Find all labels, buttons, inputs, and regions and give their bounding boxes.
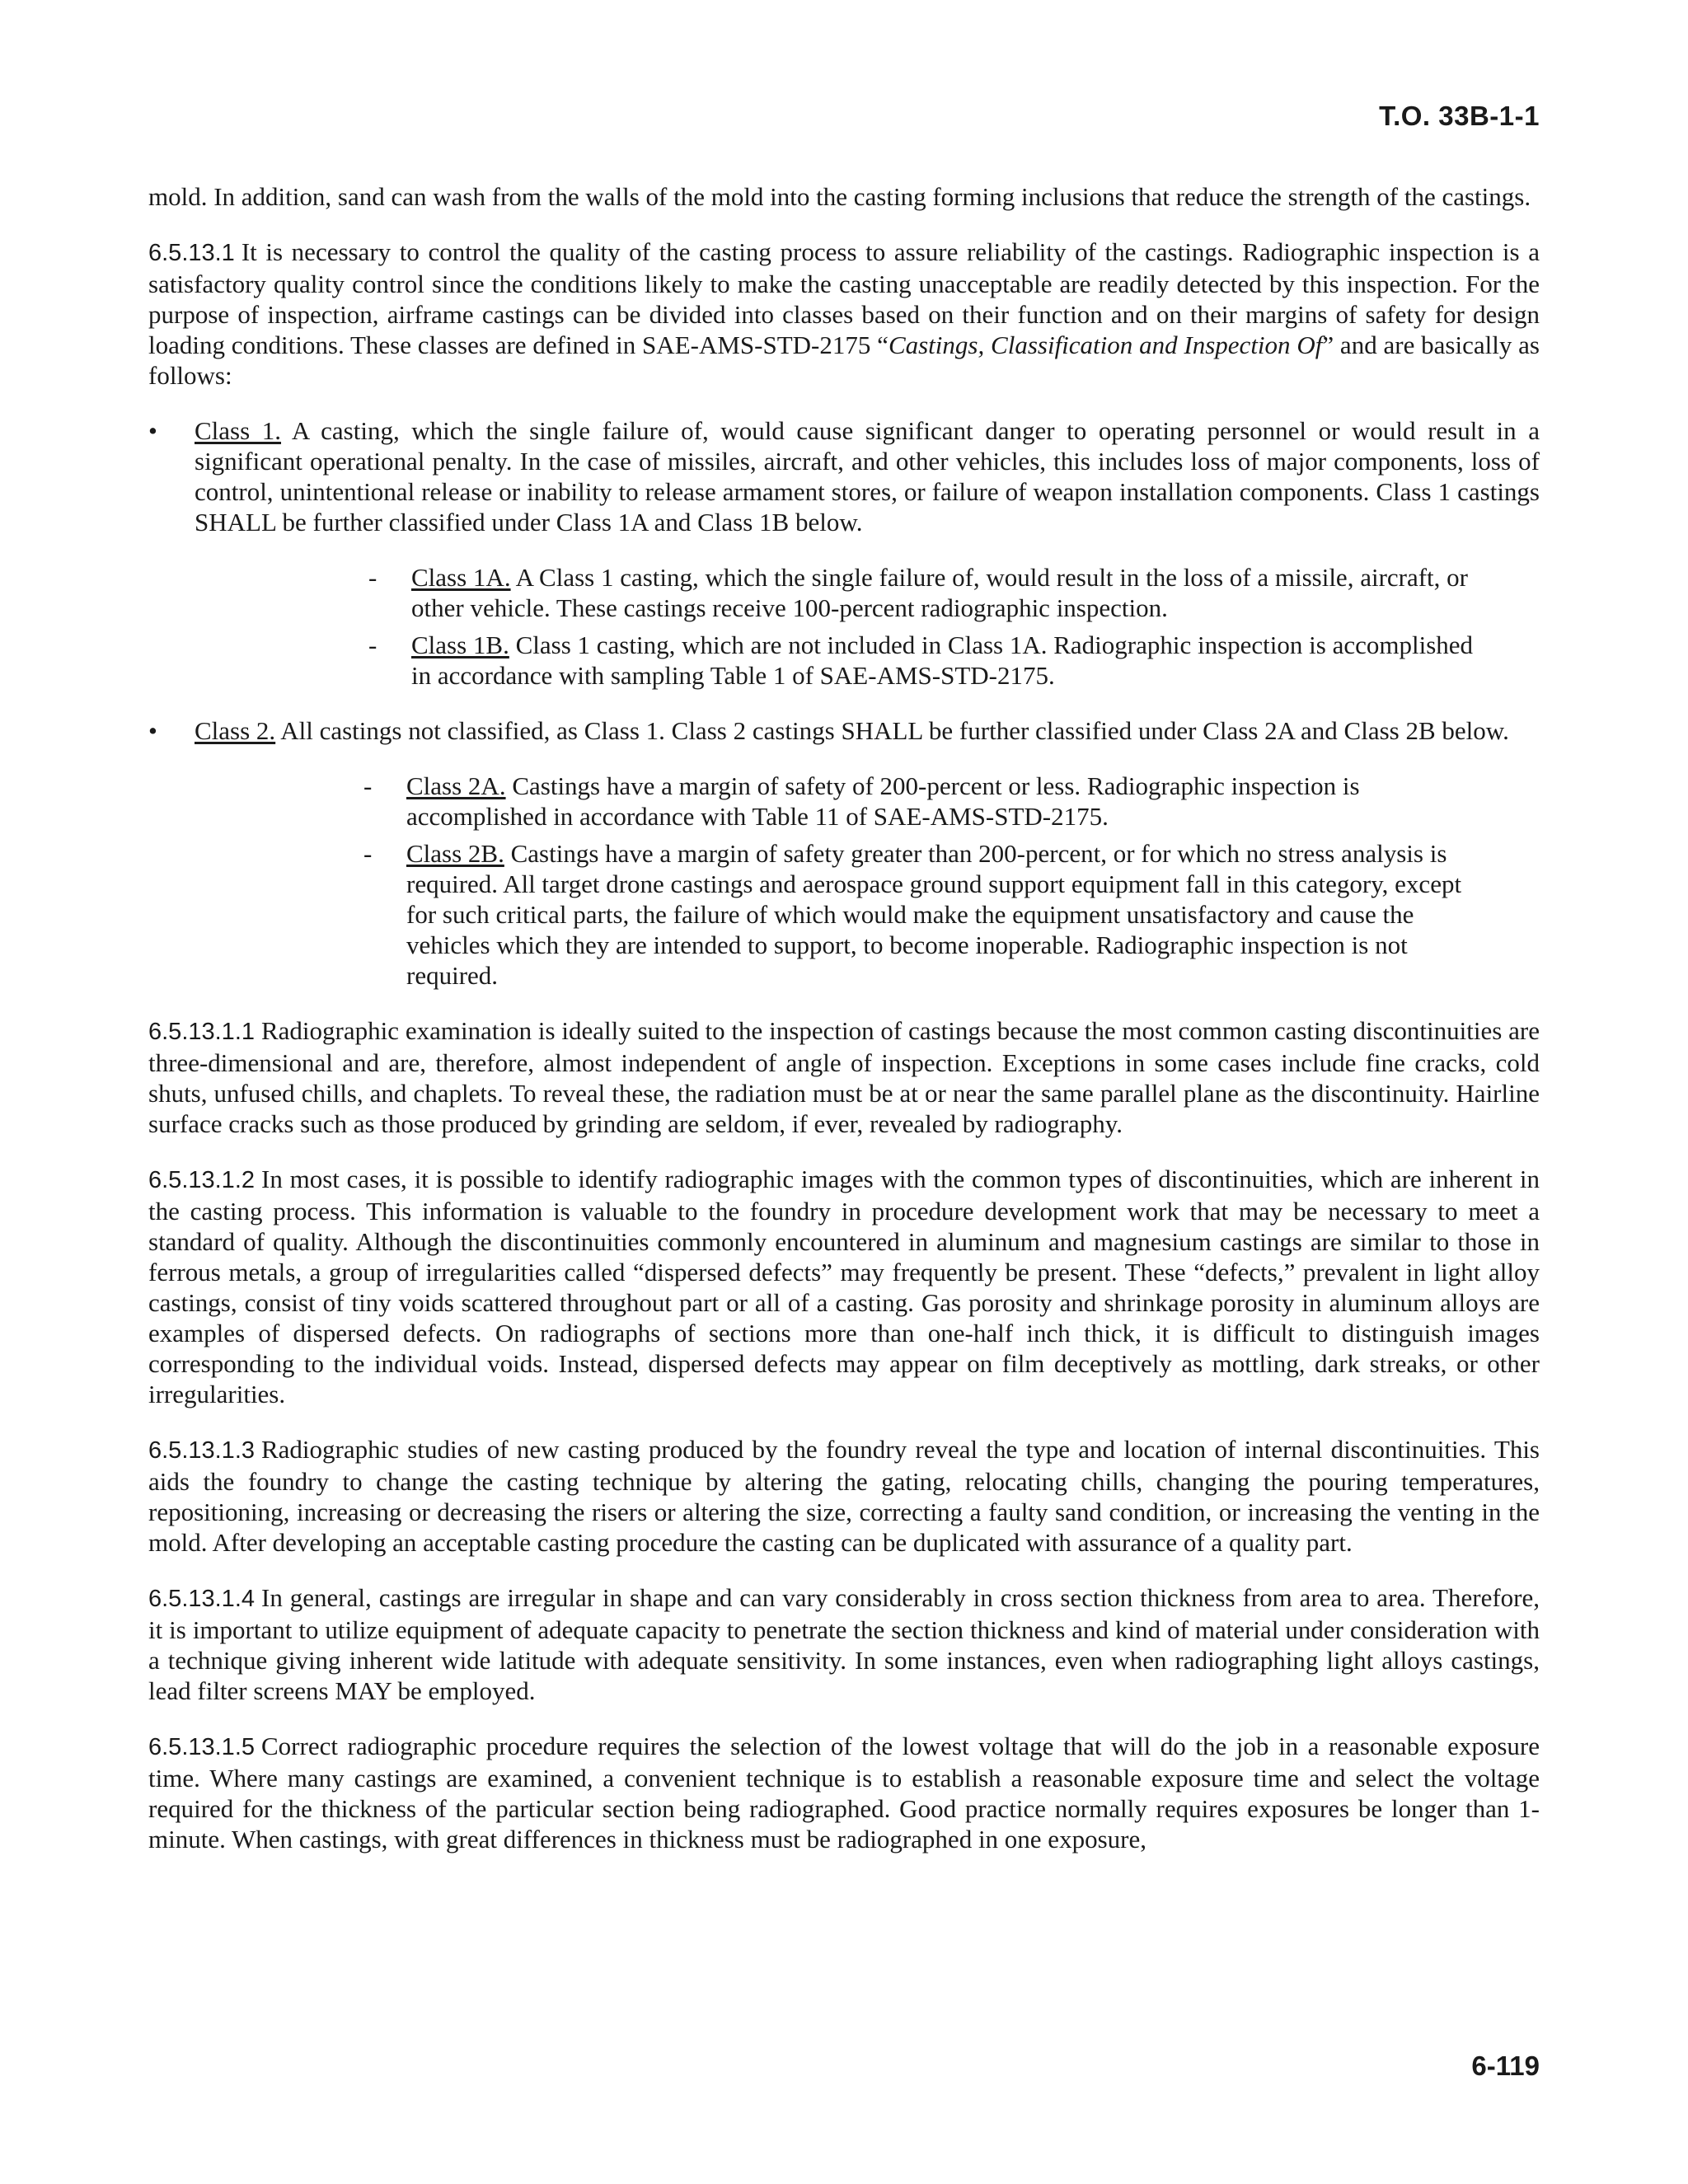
paragraph-6-5-13-1 [148,237,1540,391]
subclass-1a [368,562,1491,623]
standard-title: Castings, Classification and Inspection Of [888,330,1323,359]
paragraph-text: It is necessary to control the quality of the casting process to assure reliability of the castings. Radiographic inspection is a satisfactory quality control since the conditions likely to make the casting unacceptable are readily detected by this inspection. For the purpose of inspection, airframe castings can be divided into classes based on their function and on their margins of safety for design loading conditions. These classes are defined in SAE-AMS-STD-2175 “ [148,237,1540,359]
page-number: 6-119 [1471,2050,1540,2081]
class-1-item [148,415,1540,537]
paragraph-6-5-13-1-1 [148,1015,1540,1139]
class-label: Class 1. [195,416,282,445]
paragraph-text: Radiographic studies of new casting produced by the foundry reveal the type and location of internal discontinuities. This aids the foundry to change the casting technique by altering the gating, relocating chills, changing the pouring temperatures, repositioning, increasing or decreasing the risers or altering the size, correcting a faulty sand condition, or increasing the venting in the mold. After developing an acceptable casting procedure the casting can be duplicated with assurance of a quality part. [148,1435,1540,1557]
subclass-1b [368,630,1491,691]
dash-marker: - [363,839,373,868]
bullet-icon: • [148,716,157,745]
paragraph-text: Correct radiographic procedure requires the selection of the lowest voltage that will do the job in a reasonable exposure time. Where many castings are examined, a convenient technique is to establish a reasonable exposure time and select the voltage required for the thickness of the particular section being radiographed. Good practice normally requires exposures be longer than 1-minute. When castings, with great differences in thickness must be radiographed in one exposure, [148,1732,1540,1854]
class-2-subclasses [363,771,1540,991]
subclass-2a [363,771,1486,832]
paragraph-text-tail: ” and are basically as follows: [148,330,1540,390]
intro-paragraph: mold. In addition, sand can wash from the walls of the mold into the casting forming inclusions that reduce the strength of the castings. [148,182,1531,211]
paragraph-text: In general, castings are irregular in shape and can vary considerably in cross section thickness from area to area. Therefore, it is important to utilize equipment of adequate capacity to penetrate the section thickness and kind of material under consideration with a technique giving inherent wide latitude with adequate sensitivity. In some instances, even when radiographing light alloys castings, lead filter screens MAY be employed. [148,1583,1540,1705]
subclass-label: Class 2A. [406,771,506,800]
subclass-description: Castings have a margin of safety greater than 200-percent, or for which no stress analysis is required. All target drone castings and aerospace ground support equipment fall in this category, except for such critical parts, the failure of which would make the equipment unsatisfactory and cause the vehicles which they are intended to support, to become inoperable. Radiographic inspection is not required. [406,839,1462,990]
document-number: T.O. 33B-1-1 [1379,101,1540,131]
subclass-description: Class 1 casting, which are not included in Class 1A. Radiographic inspection is accomplished in accordance with sampling Table 1 of SAE-AMS-STD-2175. [411,630,1474,690]
paragraph-number: 6.5.13.1.4 [148,1586,255,1612]
class-description: A casting, which the single failure of, would cause significant danger to operating personnel or would result in a significant operational penalty. In the case of missiles, aircraft, and other vehicles, this includes loss of major components, loss of control, unintentional release or inability to release armament stores, or failure of weapon installation components. Class 1 castings SHALL be further classified under Class 1A and Class 1B below. [195,416,1540,537]
paragraph-text: Radiographic examination is ideally suited to the inspection of castings because the most common casting discontinuities are three-dimensional and are, therefore, almost independent of angle of inspection. Exceptions in some cases include fine cracks, cold shuts, unfused chills, and chaplets. To reveal these, the radiation must be at or near the same parallel plane as the discontinuity. Hairline surface cracks such as those produced by grinding are seldom, if ever, revealed by radiography. [148,1016,1540,1138]
dash-marker: - [368,630,377,659]
paragraph-6-5-13-1-4 [148,1582,1540,1706]
subclass-2b [363,838,1486,991]
subclass-label: Class 1A. [411,563,511,592]
paragraph-number: 6.5.13.1.3 [148,1437,255,1464]
paragraph-number: 6.5.13.1.5 [148,1734,255,1760]
paragraph-6-5-13-1-3 [148,1434,1540,1558]
class-label: Class 2. [195,716,276,745]
class-2-item [148,715,1540,746]
subclass-description: A Class 1 casting, which the single failure of, would result in the loss of a missile, aircraft, or other vehicle. These castings receive 100-percent radiographic inspection. [411,563,1468,622]
paragraph-number: 6.5.13.1 [148,240,235,266]
subclass-label: Class 2B. [406,839,504,868]
class-description: All castings not classified, as Class 1. Class 2 castings SHALL be further classified under Class 2A and Class 2B below. [275,716,1509,745]
bullet-icon: • [148,416,157,445]
dash-marker: - [368,563,377,592]
subclass-description: Castings have a margin of safety of 200-percent or less. Radiographic inspection is accomplished in accordance with Table 11 of SAE-AMS-STD-2175. [406,771,1360,831]
dash-marker: - [363,771,373,800]
paragraph-text: In most cases, it is possible to identify radiographic images with the common types of discontinuities, which are inherent in the casting process. This information is valuable to the foundry in procedure development work that may be necessary to meet a standard of quality. Although the discontinuities commonly encountered in aluminum and magnesium castings are similar to those in ferrous metals, a group of irregularities called “dispersed defects” may frequently be present. These “defects,” prevalent in light alloy castings, consist of tiny voids scattered throughout part or all of a casting. Gas porosity and shrinkage porosity in aluminum alloys are examples of dispersed defects. On radiographs of sections more than one-half inch thick, it is difficult to distinguish images corresponding to the individual voids. Instead, dispersed defects may appear on film deceptively as mottling, dark streaks, or other irregularities. [148,1165,1540,1408]
class-1-subclasses [368,562,1540,691]
page-body [148,181,1540,1854]
paragraph-6-5-13-1-2 [148,1164,1540,1409]
paragraph-number: 6.5.13.1.1 [148,1019,255,1045]
paragraph-6-5-13-1-5 [148,1731,1540,1854]
paragraph-number: 6.5.13.1.2 [148,1167,255,1193]
subclass-label: Class 1B. [411,630,509,659]
